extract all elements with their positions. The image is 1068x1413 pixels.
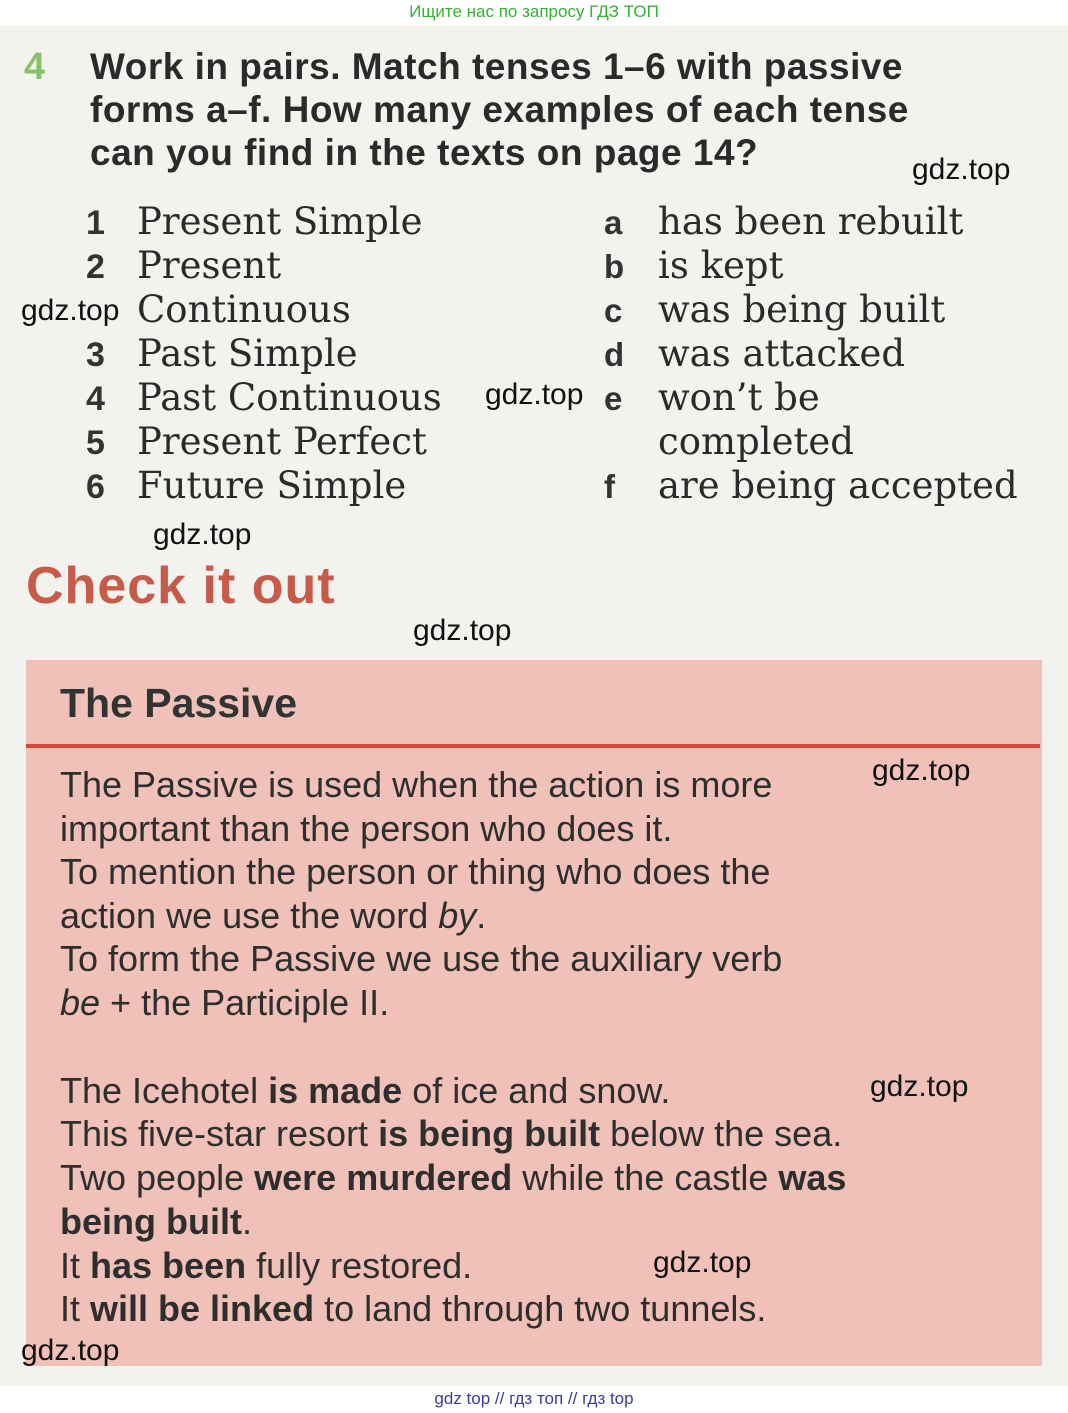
bottom-banner: gdz top // гдз топ // гдз top [0,1386,1068,1413]
passive-form: is made [268,1070,403,1111]
form-text: has been rebuilt [658,200,964,243]
example-text: This five-star resort [60,1113,379,1154]
example-text: below the sea. [600,1113,843,1154]
form-letter: f [604,468,615,505]
passive-form: being built [60,1201,242,1242]
form-letter: e [604,380,623,417]
tense-label: Past Simple [137,332,358,375]
form-text-cont: completed [658,420,854,463]
check-it-out-heading: Check it out [26,557,336,615]
passive-form: has been [90,1245,247,1286]
rule-text: action we use the word [60,895,439,936]
form-letter: b [604,248,625,285]
watermark: gdz.top [21,1334,120,1367]
example-sentence [60,1113,842,1155]
tense-label: Past Continuous [137,376,442,419]
watermark: gdz.top [153,518,252,551]
rule-italic-word: be [60,982,101,1023]
example-text: fully restored. [246,1245,473,1286]
passive-form: was [778,1157,847,1198]
tense-number: 3 [86,336,105,374]
tense-label: Present [137,244,282,287]
instruction-line-2: forms a–f. How many examples of each tense [90,89,909,130]
tense-number: 2 [86,248,105,286]
tense-label: Future Simple [137,464,407,507]
watermark: gdz.top [413,614,512,647]
watermark: gdz.top [912,153,1011,186]
example-text: It [60,1245,91,1286]
example-text: of ice and snow. [402,1070,671,1111]
rule-line-2: important than the person who does it. [60,808,673,849]
tense-number: 6 [86,468,105,506]
watermark: gdz.top [485,378,584,411]
rule-text: + the Participle II. [100,982,390,1023]
example-sentence [60,1201,252,1243]
rule-text: . [476,895,487,936]
tense-label: Present Simple [137,200,423,243]
example-sentence [60,1157,846,1199]
box-divider [26,744,1040,748]
watermark: gdz.top [872,754,971,787]
example-sentence [60,1070,670,1112]
rule-italic-word: by [438,895,477,936]
form-text: was attacked [658,332,906,375]
form-letter: a [604,204,623,241]
top-banner: Ищите нас по запросу ГДЗ ТОП [0,0,1068,26]
example-text: to land through two tunnels. [314,1288,767,1329]
passive-form: will be linked [90,1288,315,1329]
form-text: was being built [658,288,946,331]
example-text: It [60,1288,91,1329]
example-sentence [60,1288,766,1330]
rule-line-1: The Passive is used when the action is more [60,764,773,805]
example-text: . [241,1201,252,1242]
watermark: gdz.top [21,294,120,327]
tense-number: 4 [86,380,105,418]
form-letter: d [604,336,625,373]
rule-line-4 [60,895,486,937]
example-text: The Icehotel [60,1070,269,1111]
example-text: Two people [60,1157,255,1198]
watermark: gdz.top [653,1246,752,1279]
tense-label: Present Perfect [137,420,427,463]
tense-number: 5 [86,424,105,462]
example-sentence [60,1245,472,1287]
form-text: won’t be [658,376,820,419]
form-text: is kept [658,244,784,287]
form-letter: c [604,292,623,329]
passive-form: were murdered [254,1157,513,1198]
form-text: are being accepted [658,464,1018,507]
exercise-number: 4 [24,46,46,88]
rule-line-6 [60,982,389,1024]
instruction-line-1: Work in pairs. Match tenses 1–6 with passive [90,46,904,87]
instruction-line-3: can you find in the texts on page 14? [90,132,759,173]
passive-form: is being built [378,1113,601,1154]
tense-label-cont: Continuous [137,288,351,331]
tense-number: 1 [86,204,105,242]
rule-line-3: To mention the person or thing who does the [60,851,771,892]
example-text: while the castle [512,1157,779,1198]
watermark: gdz.top [870,1070,969,1103]
passive-box-title: The Passive [60,680,298,726]
rule-line-5: To form the Passive we use the auxiliary verb [60,938,783,979]
